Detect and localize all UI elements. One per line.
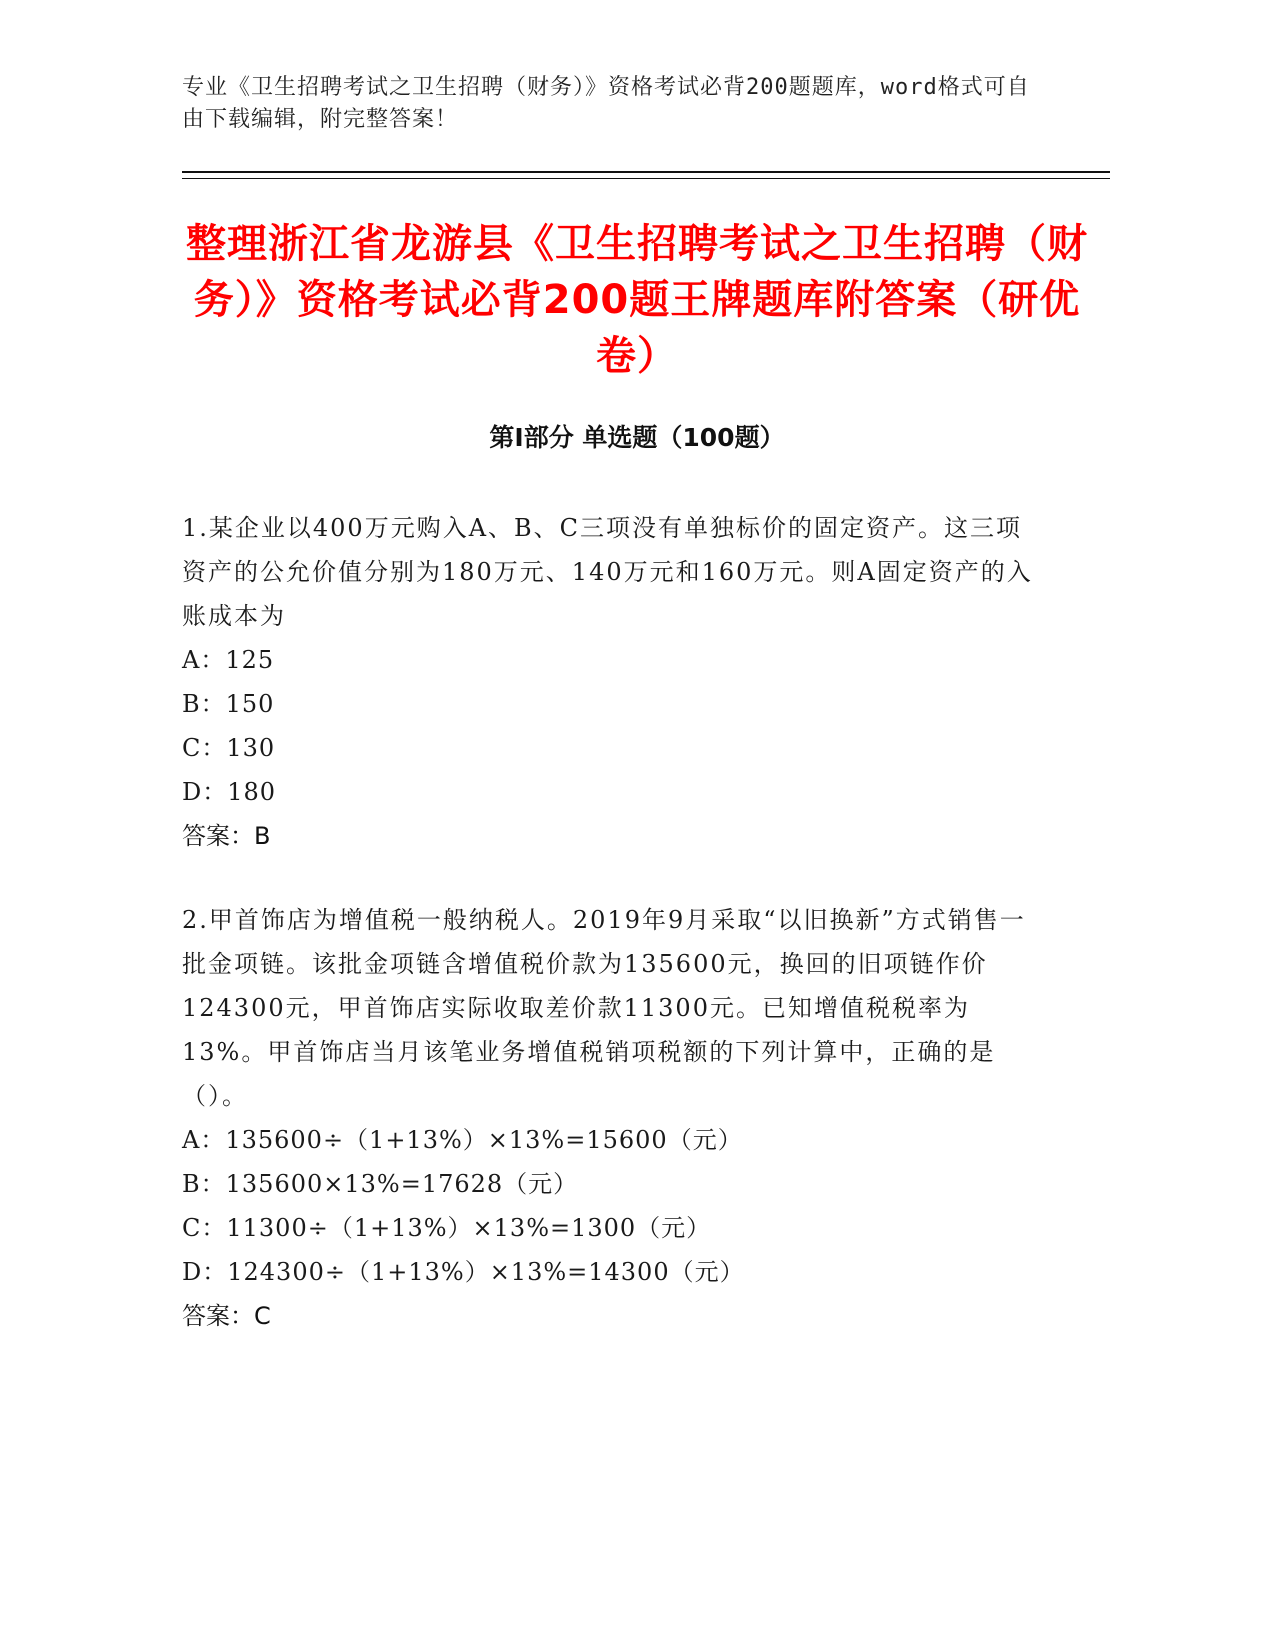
answer-line: 答案：C bbox=[182, 1302, 271, 1330]
option-c: C：130 bbox=[182, 734, 276, 762]
document-title: 整理浙江省龙游县《卫生招聘考试之卫生招聘（财务）》资格考试必背200题王牌题库附答案（研优卷） bbox=[186, 221, 1088, 379]
option-c: C：11300÷（1+13%）×13%=1300（元） bbox=[182, 1214, 712, 1242]
section-title: 第Ⅰ部分 单选题（100题） bbox=[489, 423, 785, 452]
option-a: A：125 bbox=[182, 646, 275, 674]
question-stem: 2.甲首饰店为增值税一般纳税人。2019年9月采取“以旧换新”方式销售一批金项链。该批金项链含增值税价款为135600元，换回的旧项链作价124300元，甲首饰店实际收取差价款11300元。已知增值税税率为13%。甲首饰店当月该笔业务增值税销项税额的下列计算中，正确的是（）。 bbox=[182, 906, 1026, 1110]
option-b: B：150 bbox=[182, 690, 275, 718]
answer-line: 答案：B bbox=[182, 822, 271, 850]
option-d: D：180 bbox=[182, 778, 277, 806]
option-b: B：135600×13%=17628（元） bbox=[182, 1170, 579, 1198]
option-a: A：135600÷（1+13%）×13%=15600（元） bbox=[182, 1126, 743, 1154]
option-d: D：124300÷（1+13%）×13%=14300（元） bbox=[182, 1258, 745, 1286]
question-stem: 1.某企业以400万元购入A、B、C三项没有单独标价的固定资产。这三项资产的公允价值分别为180万元、140万元和160万元。则A固定资产的入账成本为 bbox=[182, 514, 1033, 630]
question-2 bbox=[182, 898, 1042, 1338]
header-divider-thick bbox=[182, 171, 1110, 173]
header-note: 专业《卫生招聘考试之卫生招聘（财务）》资格考试必背200题题库，word格式可自由下载编辑，附完整答案！ bbox=[182, 75, 1030, 132]
question-1 bbox=[182, 506, 1042, 858]
header-divider-thin bbox=[182, 178, 1110, 179]
